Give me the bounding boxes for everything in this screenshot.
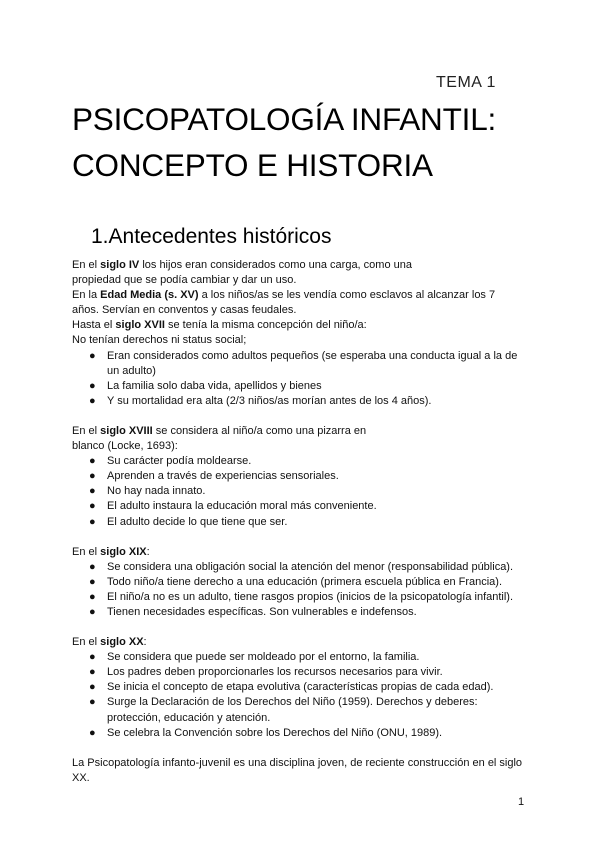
bullet-list-siglo-xx (72, 650, 532, 741)
list-item: ● El niño/a no es un adulto, tiene rasgos propios (inicios de la psicopatología infantil). (72, 590, 532, 605)
bullet-icon: ● (89, 681, 96, 694)
bullet-icon: ● (89, 349, 96, 362)
bullet-icon: ● (89, 470, 96, 483)
bullet-icon: ● (89, 394, 96, 407)
page-number: 1 (518, 796, 525, 808)
paragraph-siglo-xx: En el siglo XX: (72, 636, 147, 649)
bullet-icon: ● (89, 455, 96, 468)
topic-label: TEMA 1 (436, 74, 496, 91)
bullet-list-siglo-xvii (72, 349, 532, 409)
bullet-icon: ● (89, 666, 96, 679)
bullet-icon: ● (89, 500, 96, 513)
title-line-1: PSICOPATOLOGÍA INFANTIL: (72, 101, 497, 137)
bullet-icon: ● (89, 515, 96, 528)
list-item: ● El adulto decide lo que tiene que ser. (72, 515, 532, 530)
list-item: ● Se considera una obligación social la atención del menor (responsabilidad pública). (72, 560, 532, 575)
bullet-icon: ● (89, 651, 96, 664)
title-line-2: CONCEPTO E HISTORIA (72, 147, 433, 183)
list-item: ● Se inicia el concepto de etapa evolutiva (características propias de cada edad). (72, 680, 532, 695)
page-title (72, 96, 496, 188)
section-heading: 1.Antecedentes históricos (91, 225, 332, 248)
bullet-icon: ● (89, 726, 96, 739)
closing-paragraph-cont: XX. (72, 771, 90, 784)
list-item: ● El adulto instaura la educación moral más conveniente. (72, 499, 532, 514)
list-item: ● Todo niño/a tiene derecho a una educación (primera escuela pública en Francia). (72, 575, 532, 590)
list-item: ● Tienen necesidades específicas. Son vulnerables e indefensos. (72, 605, 532, 620)
paragraph-siglo-xvii: Hasta el siglo XVII se tenía la misma concepción del niño/a: (72, 319, 367, 332)
bullet-icon: ● (89, 560, 96, 573)
paragraph-siglo-iv-cont: propiedad que se podía cambiar y dar un uso. (72, 274, 297, 287)
bullet-icon: ● (89, 590, 96, 603)
list-item: ● Y su mortalidad era alta (2/3 niños/as morían antes de los 4 años). (72, 394, 532, 409)
paragraph-siglo-iv: En el siglo IV los hijos eran considerados como una carga, como una (72, 259, 412, 271)
document-body (72, 258, 532, 786)
bullet-list-siglo-xviii (72, 454, 532, 529)
bullet-icon: ● (89, 696, 96, 709)
list-item: ● La familia solo daba vida, apellidos y bienes (72, 379, 532, 394)
list-item: ● Su carácter podía moldearse. (72, 454, 532, 469)
paragraph-siglo-xviii-cont: blanco (Locke, 1693): (72, 440, 178, 453)
bullet-icon: ● (89, 379, 96, 392)
paragraph-edad-media-cont: años. Servían en conventos y casas feudales. (72, 304, 297, 317)
list-item: ● Los padres deben proporcionarles los recursos necesarios para vivir. (72, 665, 532, 680)
bullet-icon: ● (89, 485, 96, 498)
bullet-icon: ● (89, 605, 96, 618)
paragraph-edad-media: En la Edad Media (s. XV) a los niños/as se les vendía como esclavos al alcanzar los 7 (72, 289, 496, 302)
bullet-list-siglo-xix (72, 560, 532, 620)
paragraph-siglo-xix: En el siglo XIX: (72, 545, 150, 558)
closing-paragraph: La Psicopatología infanto-juvenil es una disciplina joven, de reciente construcción en el siglo (72, 756, 523, 769)
paragraph-no-derechos: No tenían derechos ni status social; (72, 334, 247, 347)
list-item: ● Se considera que puede ser moldeado por el entorno, la familia. (72, 650, 532, 665)
list-item: ● Surge la Declaración de los Derechos del Niño (1959). Derechos y deberes: protección, educación y atención. (89, 696, 478, 724)
list-item: ● No hay nada innato. (72, 484, 532, 499)
list-item: ● Eran considerados como adultos pequeños (se esperaba una conducta igual a la de un adulto) (89, 349, 518, 377)
paragraph-siglo-xviii: En el siglo XVIII se considera al niño/a como una pizarra en (72, 424, 367, 437)
list-item: ● Se celebra la Convención sobre los Derechos del Niño (ONU, 1989). (72, 726, 532, 741)
list-item: ● Aprenden a través de experiencias sensoriales. (72, 469, 532, 484)
bullet-icon: ● (89, 575, 96, 588)
